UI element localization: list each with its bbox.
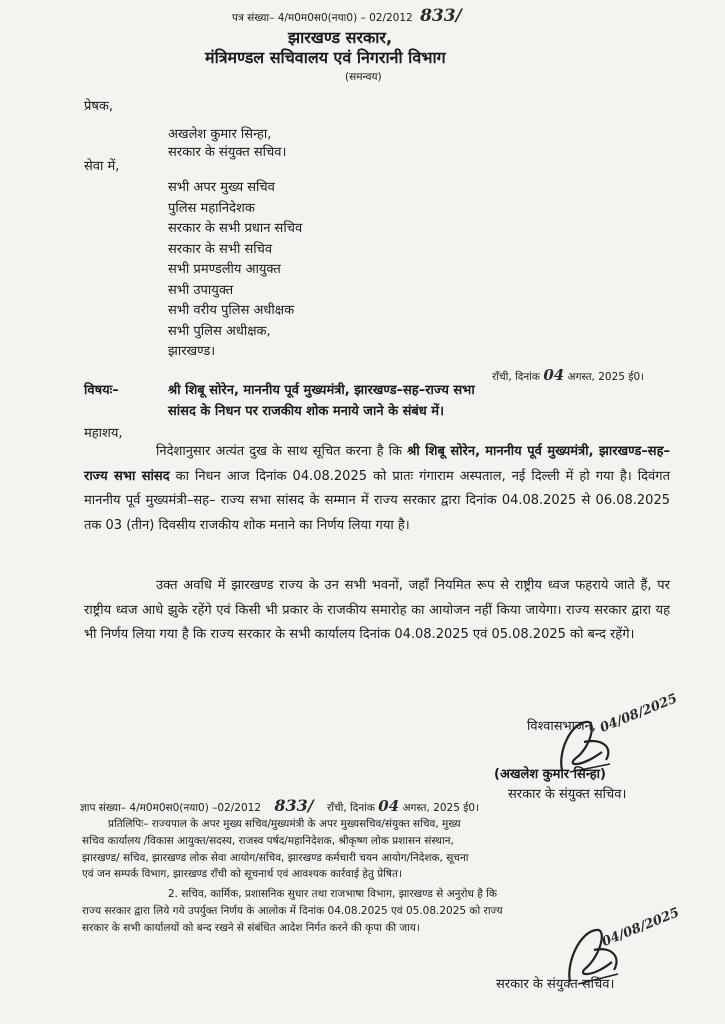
subject-label: विषयः–: [84, 383, 119, 398]
recipient-item: सभी प्रमण्डलीय आयुक्त: [168, 262, 281, 277]
sender-name: अखलेश कुमार सिन्हा,: [168, 127, 272, 142]
date-suffix: अगस्त, 2025 ई0।: [567, 371, 645, 383]
copy-line: सरकार के सभी कार्यालयों को बन्द रखने से संबंधित आदेश निर्गत करने की कृपा की जाय।: [82, 921, 420, 934]
letter-number: [232, 6, 462, 26]
recipient-item: सभी अपर मुख्य सचिव: [168, 180, 275, 195]
copy-line: सचिव कार्यालय /विकास आयुक्त/सदस्य, राजस्व पर्षद/महानिदेशक, श्रीकृष्ण लोक प्रशासन संस्थान,: [82, 834, 454, 847]
recipient-item: पुलिस महानिदेशक: [168, 200, 255, 216]
recipient-item: सभी वरीय पुलिस अधीक्षक: [168, 303, 295, 318]
paragraph-1: [84, 440, 670, 538]
recipient-item: सभी पुलिस अधीक्षक,: [168, 323, 271, 339]
letter-number-handwritten: 833/: [420, 6, 462, 26]
para1-bold-name: श्री शिबू सोरेन,: [407, 444, 481, 459]
signature-1-date: 04/08/2025: [598, 691, 680, 736]
memo-reference: [80, 796, 479, 815]
salutation: महाशय,: [84, 426, 123, 441]
copy-line: राज्य सरकार द्वारा लिये गये उपर्युक्त निर्णय के आलोक में दिनांक 04.08.2025 एवं 05.08.2025 को राज्य: [82, 904, 503, 917]
sender-label: प्रेषक,: [84, 99, 114, 114]
closing-name: (अखलेश कुमार सिन्हा): [494, 767, 606, 782]
sender-designation: सरकार के संयुक्त सचिव।: [168, 145, 287, 160]
copy-line: एवं जन सम्पर्क विभाग, झारखण्ड राँची को सूचनार्थ एवं आवश्यक कार्रवाई हेतु प्रेषित।: [82, 868, 402, 881]
letter-date: [492, 366, 644, 384]
copy-block-1: [82, 816, 469, 883]
closing-designation: सरकार के संयुक्त सचिव।: [508, 787, 627, 802]
letter-number-text: पत्र संख्या– 4/म0म0स0(नया0) – 02/2012: [232, 12, 413, 24]
recipients-label: सेवा में,: [84, 159, 120, 174]
recipient-item: झारखण्ड।: [168, 344, 216, 359]
recipient-item: सरकार के सभी सचिव: [168, 241, 273, 257]
subject-line-1: श्री शिबू सोरेन, माननीय पूर्व मुख्यमंत्री, झारखण्ड–सह–राज्य सभा: [168, 383, 475, 398]
recipients-list: [168, 178, 302, 363]
para1-tail: का निधन आज दिनांक 04.08.2025 को प्रातः गंगाराम अस्पताल, नई दिल्ली में हो गया है। दिवंगत माननीय पूर्व मुख्यमंत्री–सह– राज्य सभा सांसद के सम्मान में राज्य सरकार द्वारा दिनांक 04.08.2025 से 06.08.2025 तक 03 (तीन) दिवसीय राजकीय शोक मनाने का निर्णय लिया गया है।: [84, 468, 670, 533]
copy-line: 2. सचिव, कार्मिक, प्रशासनिक सुधार तथा राजभाषा विभाग, झारखण्ड से अनुरोध है कि: [168, 888, 497, 900]
closing-yours: विश्वासभाजन,: [527, 719, 597, 734]
subject-line-2: सांसद के निधन पर राजकीय शोक मनाये जाने के संबंध में।: [168, 404, 445, 419]
memo-date-suffix: अगस्त, 2025 ई0।: [402, 802, 480, 814]
memo-designation: सरकार के संयुक्त सचिव।: [496, 977, 615, 992]
copy-line: झारखण्ड/ सचिव, झारखण्ड लोक सेवा आयोग/सचिव, झारखण्ड कर्मचारी चयन आयोग/निदेशक, सूचना: [82, 851, 469, 864]
memo-ref-text: ज्ञाप संख्या– 4/म0म0स0(नया0) –02/2012: [80, 802, 262, 814]
department-title: मंत्रिमण्डल सचिवालय एवं निगरानी विभाग: [205, 48, 446, 67]
memo-date-prefix: राँची, दिनांक: [326, 802, 375, 814]
section-name: (समन्वय): [345, 71, 382, 83]
govt-title: झारखण्ड सरकार,: [288, 28, 393, 47]
para1-bold-title: माननीय पूर्व मुख्यमंत्री, झारखण्ड–सह–राज्य सभा सांसद: [84, 444, 670, 484]
recipient-item: सरकार के सभी प्रधान सचिव: [168, 221, 303, 236]
recipient-item: सभी उपायुक्त: [168, 282, 234, 298]
date-day-handwritten: 04: [543, 366, 565, 384]
paragraph-2: उक्त अवधि में झारखण्ड राज्य के उन सभी भवनों, जहाँ नियमित रूप से राष्ट्रीय ध्वज फहराये जाते हैं, पर राष्ट्रीय ध्वज आधे झुके रहेंगे एवं किसी भी प्रकार के राजकीय समारोह का आयोजन नहीं किया जायेगा। राज्य सरकार द्वारा यह भी निर्णय लिया गया है कि राज्य सरकार के सभी कार्यालय दिनांक 04.08.2025 एवं 05.08.2025 को बन्द रहेंगे।: [84, 578, 670, 642]
para1-lead: निदेशानुसार अत्यंत दुख के साथ सूचित करना है कि: [156, 444, 408, 459]
date-prefix: राँची, दिनांक: [492, 371, 540, 383]
memo-ref-handwritten: 833/: [274, 796, 314, 815]
copy-line: प्रतिलिपिः– राज्यपाल के अपर मुख्य सचिव/मुख्यमंत्री के अपर मुख्यसचिव/संयुक्त सचिव, मुख्य: [108, 818, 461, 830]
copy-block-2: [82, 886, 503, 936]
signature-2-date: 04/08/2025: [600, 905, 682, 950]
memo-date-day: 04: [378, 797, 400, 815]
